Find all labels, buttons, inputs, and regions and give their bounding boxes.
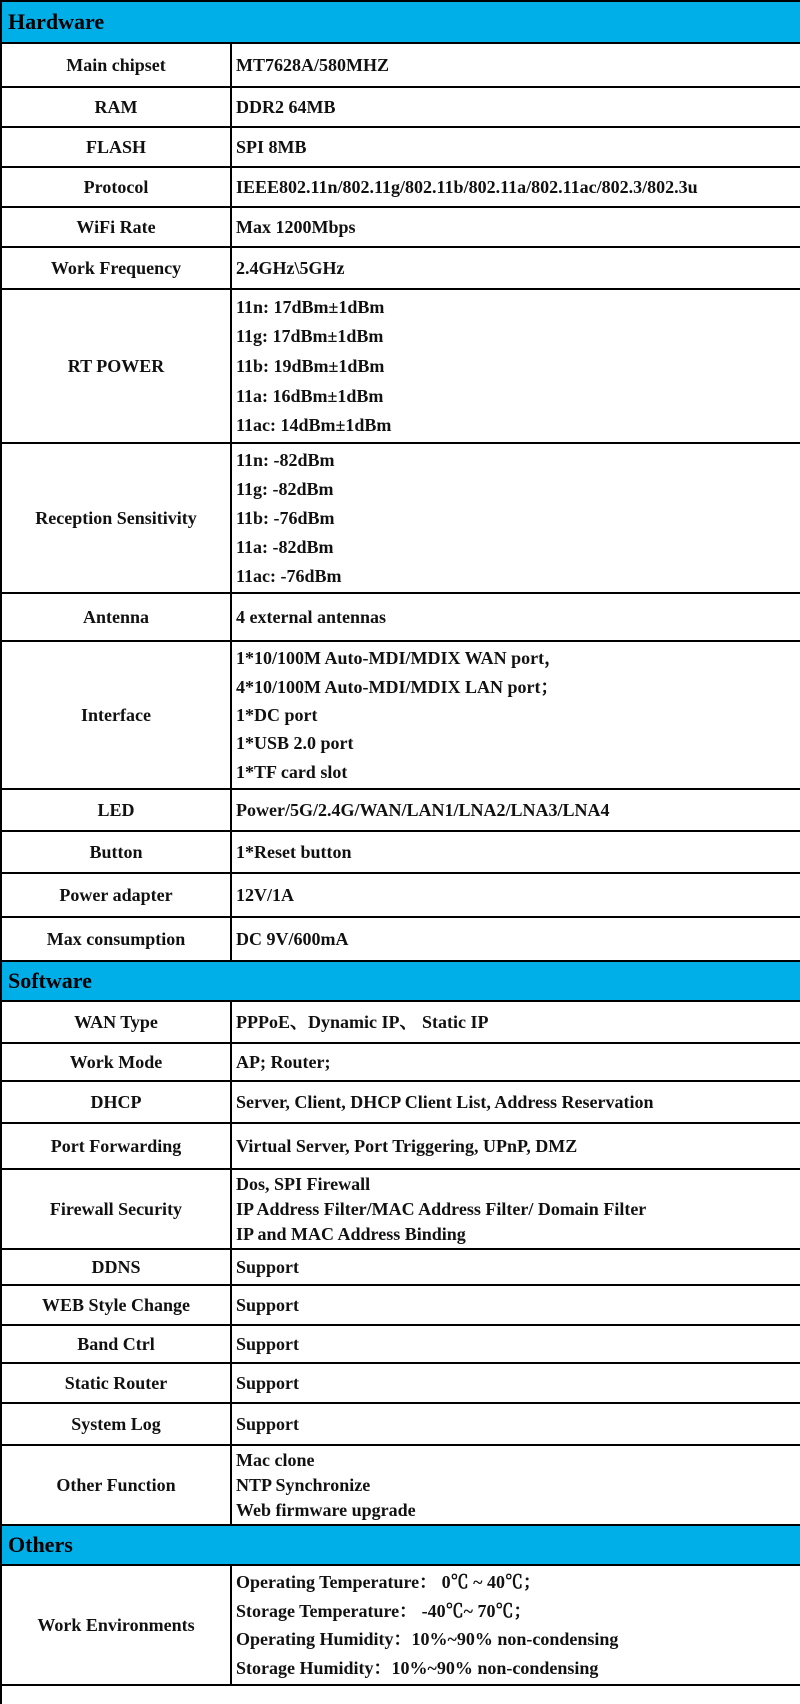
spec-label: Protocol: [2, 168, 232, 206]
spec-value-line: 1*Reset button: [236, 842, 352, 862]
spec-label: DHCP: [2, 1082, 232, 1122]
spec-value-line: 1*USB 2.0 port: [236, 733, 354, 754]
spec-label: Work Mode: [2, 1044, 232, 1080]
spec-row: [2, 594, 800, 642]
spec-value-line: SPI 8MB: [236, 137, 307, 157]
spec-value: [232, 44, 800, 86]
spec-label: FLASH: [2, 128, 232, 166]
spec-row: [2, 1404, 800, 1446]
spec-value-line: 11n: 17dBm±1dBm: [236, 296, 385, 317]
spec-row: [2, 918, 800, 962]
spec-value-line: IP and MAC Address Binding: [236, 1223, 466, 1244]
spec-value-line: Mac clone: [236, 1450, 315, 1471]
spec-label: Port Forwarding: [2, 1124, 232, 1168]
spec-label: Power adapter: [2, 874, 232, 916]
spec-label: Other Function: [2, 1446, 232, 1524]
spec-label: Main chipset: [2, 44, 232, 86]
spec-label: Firewall Security: [2, 1170, 232, 1248]
spec-value-line: 11ac: -76dBm: [236, 565, 342, 586]
spec-row: [2, 1170, 800, 1250]
spec-label: WAN Type: [2, 1002, 232, 1042]
spec-value: [232, 208, 800, 246]
spec-value: [232, 1404, 800, 1444]
spec-row: [2, 1326, 800, 1364]
spec-value-line: 4 external antennas: [236, 607, 386, 627]
spec-row: [2, 642, 800, 790]
spec-value-line: Max 1200Mbps: [236, 217, 356, 237]
spec-value-line: Operating Humidity：10%~90% non-condensing: [236, 1629, 619, 1650]
spec-value-line: IEEE802.11n/802.11g/802.11b/802.11a/802.11ac/802.3/802.3u: [236, 177, 698, 197]
spec-value-line: Virtual Server, Port Triggering, UPnP, DMZ: [236, 1136, 578, 1156]
spec-label: RT POWER: [2, 290, 232, 442]
spec-value-line: 2.4GHz\5GHz: [236, 258, 345, 278]
spec-row: [2, 1124, 800, 1170]
spec-value: [232, 1044, 800, 1080]
spec-row: [2, 832, 800, 874]
spec-value: [232, 168, 800, 206]
spec-value-line: DC 9V/600mA: [236, 929, 349, 949]
spec-value-line: 11ac: 14dBm±1dBm: [236, 415, 392, 436]
spec-value-line: 1*10/100M Auto-MDI/MDIX WAN port，: [236, 648, 563, 669]
spec-value: [232, 874, 800, 916]
spec-row: [2, 1364, 800, 1404]
spec-row: [2, 44, 800, 88]
spec-label: DDNS: [2, 1250, 232, 1284]
spec-value: [232, 1446, 800, 1524]
spec-label: Interface: [2, 642, 232, 788]
spec-value-line: Web firmware upgrade: [236, 1499, 416, 1520]
spec-row: [2, 790, 800, 832]
spec-value-line: Power/5G/2.4G/WAN/LAN1/LNA2/LNA3/LNA4: [236, 800, 610, 820]
spec-value: [232, 290, 800, 442]
spec-label: Static Router: [2, 1364, 232, 1402]
spec-value-line: 11g: 17dBm±1dBm: [236, 326, 384, 347]
spec-value-line: AP; Router;: [236, 1052, 331, 1072]
spec-value: [232, 128, 800, 166]
spec-label: Button: [2, 832, 232, 872]
spec-value-line: 11n: -82dBm: [236, 450, 335, 471]
spec-value-line: 11b: -76dBm: [236, 507, 335, 528]
spec-label: WEB Style Change: [2, 1286, 232, 1324]
spec-value-line: Support: [236, 1334, 300, 1354]
spec-label: WiFi Rate: [2, 208, 232, 246]
spec-row: [2, 248, 800, 290]
spec-row: [2, 290, 800, 444]
spec-row: [2, 1082, 800, 1124]
spec-label: Work Frequency: [2, 248, 232, 288]
spec-row: [2, 1250, 800, 1286]
spec-value-line: 11a: -82dBm: [236, 536, 334, 557]
spec-value: [232, 248, 800, 288]
section-header-others: Others: [2, 1526, 800, 1566]
section-header-software: Software: [2, 962, 800, 1002]
spec-value: [232, 444, 800, 592]
section-header-hardware: Hardware: [2, 2, 800, 44]
spec-row: [2, 444, 800, 594]
spec-value-line: 1*TF card slot: [236, 761, 348, 782]
spec-value-line: Support: [236, 1414, 300, 1434]
spec-row: [2, 1566, 800, 1686]
spec-value: [232, 1002, 800, 1042]
spec-label: Band Ctrl: [2, 1326, 232, 1362]
spec-value-line: 4*10/100M Auto-MDI/MDIX LAN port；: [236, 676, 559, 697]
spec-label: System Log: [2, 1404, 232, 1444]
spec-value: [232, 1566, 800, 1684]
spec-value: [232, 918, 800, 960]
spec-value-line: Storage Humidity：10%~90% non-condensing: [236, 1657, 599, 1678]
spec-row: [2, 88, 800, 128]
spec-value-line: 11g: -82dBm: [236, 479, 334, 500]
spec-value-line: Storage Temperature： -40℃~ 70℃；: [236, 1600, 532, 1621]
spec-value: [232, 1250, 800, 1284]
spec-row: [2, 1044, 800, 1082]
spec-value: [232, 1364, 800, 1402]
spec-value: [232, 642, 800, 788]
spec-row: [2, 168, 800, 208]
spec-value: [232, 88, 800, 126]
spec-label: Reception Sensitivity: [2, 444, 232, 592]
spec-row: [2, 1286, 800, 1326]
spec-row: [2, 208, 800, 248]
spec-value-line: Operating Temperature： 0℃ ~ 40℃；: [236, 1572, 542, 1593]
spec-row: [2, 128, 800, 168]
spec-value: [232, 832, 800, 872]
spec-value-line: Support: [236, 1257, 300, 1277]
spec-row: [2, 1446, 800, 1526]
spec-value-line: Dos, SPI Firewall: [236, 1174, 371, 1195]
spec-value-line: MT7628A/580MHZ: [236, 55, 389, 75]
spec-value: [232, 1124, 800, 1168]
spec-value: [232, 790, 800, 830]
spec-label: Max consumption: [2, 918, 232, 960]
spec-row: [2, 874, 800, 918]
spec-value-line: NTP Synchronize: [236, 1474, 371, 1495]
spec-value-line: DDR2 64MB: [236, 97, 336, 117]
spec-value-line: IP Address Filter/MAC Address Filter/ Domain Filter: [236, 1198, 647, 1219]
spec-value-line: Support: [236, 1373, 300, 1393]
spec-label: LED: [2, 790, 232, 830]
spec-label: RAM: [2, 88, 232, 126]
spec-value-line: PPPoE、Dynamic IP、 Static IP: [236, 1012, 489, 1032]
spec-value-line: 11b: 19dBm±1dBm: [236, 355, 385, 376]
spec-value-line: 1*DC port: [236, 704, 318, 725]
spec-value: [232, 1170, 800, 1248]
spec-value-line: Support: [236, 1295, 300, 1315]
spec-label: Antenna: [2, 594, 232, 640]
spec-value-line: 12V/1A: [236, 885, 294, 905]
spec-value: [232, 1286, 800, 1324]
spec-label: Work Environments: [2, 1566, 232, 1684]
spec-row: [2, 1002, 800, 1044]
spec-value: [232, 1326, 800, 1362]
spec-value: [232, 1082, 800, 1122]
spec-value-line: 11a: 16dBm±1dBm: [236, 385, 384, 406]
spec-value: [232, 594, 800, 640]
spec-value-line: Server, Client, DHCP Client List, Address Reservation: [236, 1092, 654, 1112]
